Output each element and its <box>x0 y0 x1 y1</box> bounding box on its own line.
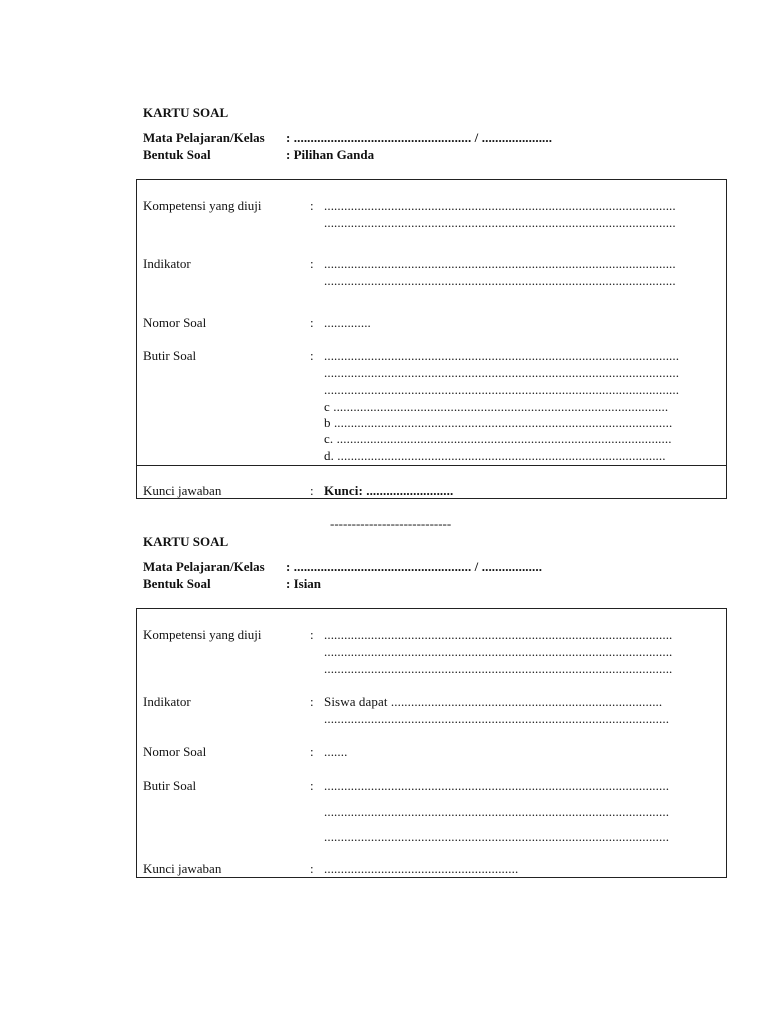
card2-butir-line3: ....................................................................................................... <box>324 829 670 844</box>
card1-option-d: d. .................................................................................................. <box>324 448 666 463</box>
card2-butir-line2: ....................................................................................................... <box>324 804 670 819</box>
card1-subject-value: : ..................................................... / ..................... <box>286 130 553 145</box>
card1-nomor-value: .............. <box>324 315 371 330</box>
card-separator: ---------------------------- <box>330 516 452 531</box>
card2-kunci-label: Kunci jawaban <box>143 861 222 876</box>
card1-type-value: : Pilihan Ganda <box>286 147 375 162</box>
card1-title: KARTU SOAL <box>143 105 229 120</box>
card1-kunci-value: Kunci: .......................... <box>324 483 454 498</box>
card1-butir-line1: .......................................................................................................... <box>324 348 680 363</box>
card1-butir-colon: : <box>310 348 314 363</box>
card2-kompetensi-line1: ........................................................................................................ <box>324 627 673 642</box>
card1-option-b: b ..................................................................................................... <box>324 415 673 430</box>
card2-kompetensi-line3: ........................................................................................................ <box>324 661 673 676</box>
card1-kompetensi-colon: : <box>310 198 314 213</box>
card1-type-label: Bentuk Soal <box>143 147 211 162</box>
card2-butir-colon: : <box>310 778 314 793</box>
card1-nomor-label: Nomor Soal <box>143 315 207 330</box>
card2-indikator-line1: Siswa dapat ................................................................................. <box>324 694 663 709</box>
card1-option-c1: c .................................................................................................... <box>324 399 669 414</box>
card2-indikator-colon: : <box>310 694 314 709</box>
card1-butir-label: Butir Soal <box>143 348 197 363</box>
card1-nomor-colon: : <box>310 315 314 330</box>
card2-title: KARTU SOAL <box>143 534 229 549</box>
card1-butir-line3: .......................................................................................................... <box>324 382 680 397</box>
card2-kompetensi-colon: : <box>310 627 314 642</box>
card2-type-value: : Isian <box>286 576 322 591</box>
card2-butir-line1: ....................................................................................................... <box>324 778 670 793</box>
card1-divider <box>136 465 727 466</box>
card1-kompetensi-label: Kompetensi yang diuji <box>143 198 262 213</box>
card1-kunci-label: Kunci jawaban <box>143 483 222 498</box>
card2-indikator-label: Indikator <box>143 694 191 709</box>
card1-kompetensi-line2: ......................................................................................................... <box>324 215 676 230</box>
card1-butir-line2: .......................................................................................................... <box>324 365 680 380</box>
card2-kompetensi-label: Kompetensi yang diuji <box>143 627 262 642</box>
card2-nomor-colon: : <box>310 744 314 759</box>
card2-kunci-colon: : <box>310 861 314 876</box>
card1-indikator-label: Indikator <box>143 256 191 271</box>
card2-kompetensi-line2: ........................................................................................................ <box>324 644 673 659</box>
card1-option-c2: c. .................................................................................................... <box>324 431 672 446</box>
card1-subject-label: Mata Pelajaran/Kelas <box>143 130 265 145</box>
card1-kompetensi-line1: ......................................................................................................... <box>324 198 676 213</box>
card1-kunci-colon: : <box>310 483 314 498</box>
card2-nomor-label: Nomor Soal <box>143 744 207 759</box>
card2-type-label: Bentuk Soal <box>143 576 211 591</box>
card2-nomor-value: ....... <box>324 744 348 759</box>
card1-indikator-line1: ......................................................................................................... <box>324 256 676 271</box>
card2-kunci-value: .......................................................... <box>324 861 519 876</box>
card2-subject-label: Mata Pelajaran/Kelas <box>143 559 265 574</box>
card1-indikator-line2: ......................................................................................................... <box>324 273 676 288</box>
card2-butir-label: Butir Soal <box>143 778 197 793</box>
card2-indikator-line2: ....................................................................................................... <box>324 711 670 726</box>
card2-subject-value: : ..................................................... / .................. <box>286 559 543 574</box>
card1-indikator-colon: : <box>310 256 314 271</box>
